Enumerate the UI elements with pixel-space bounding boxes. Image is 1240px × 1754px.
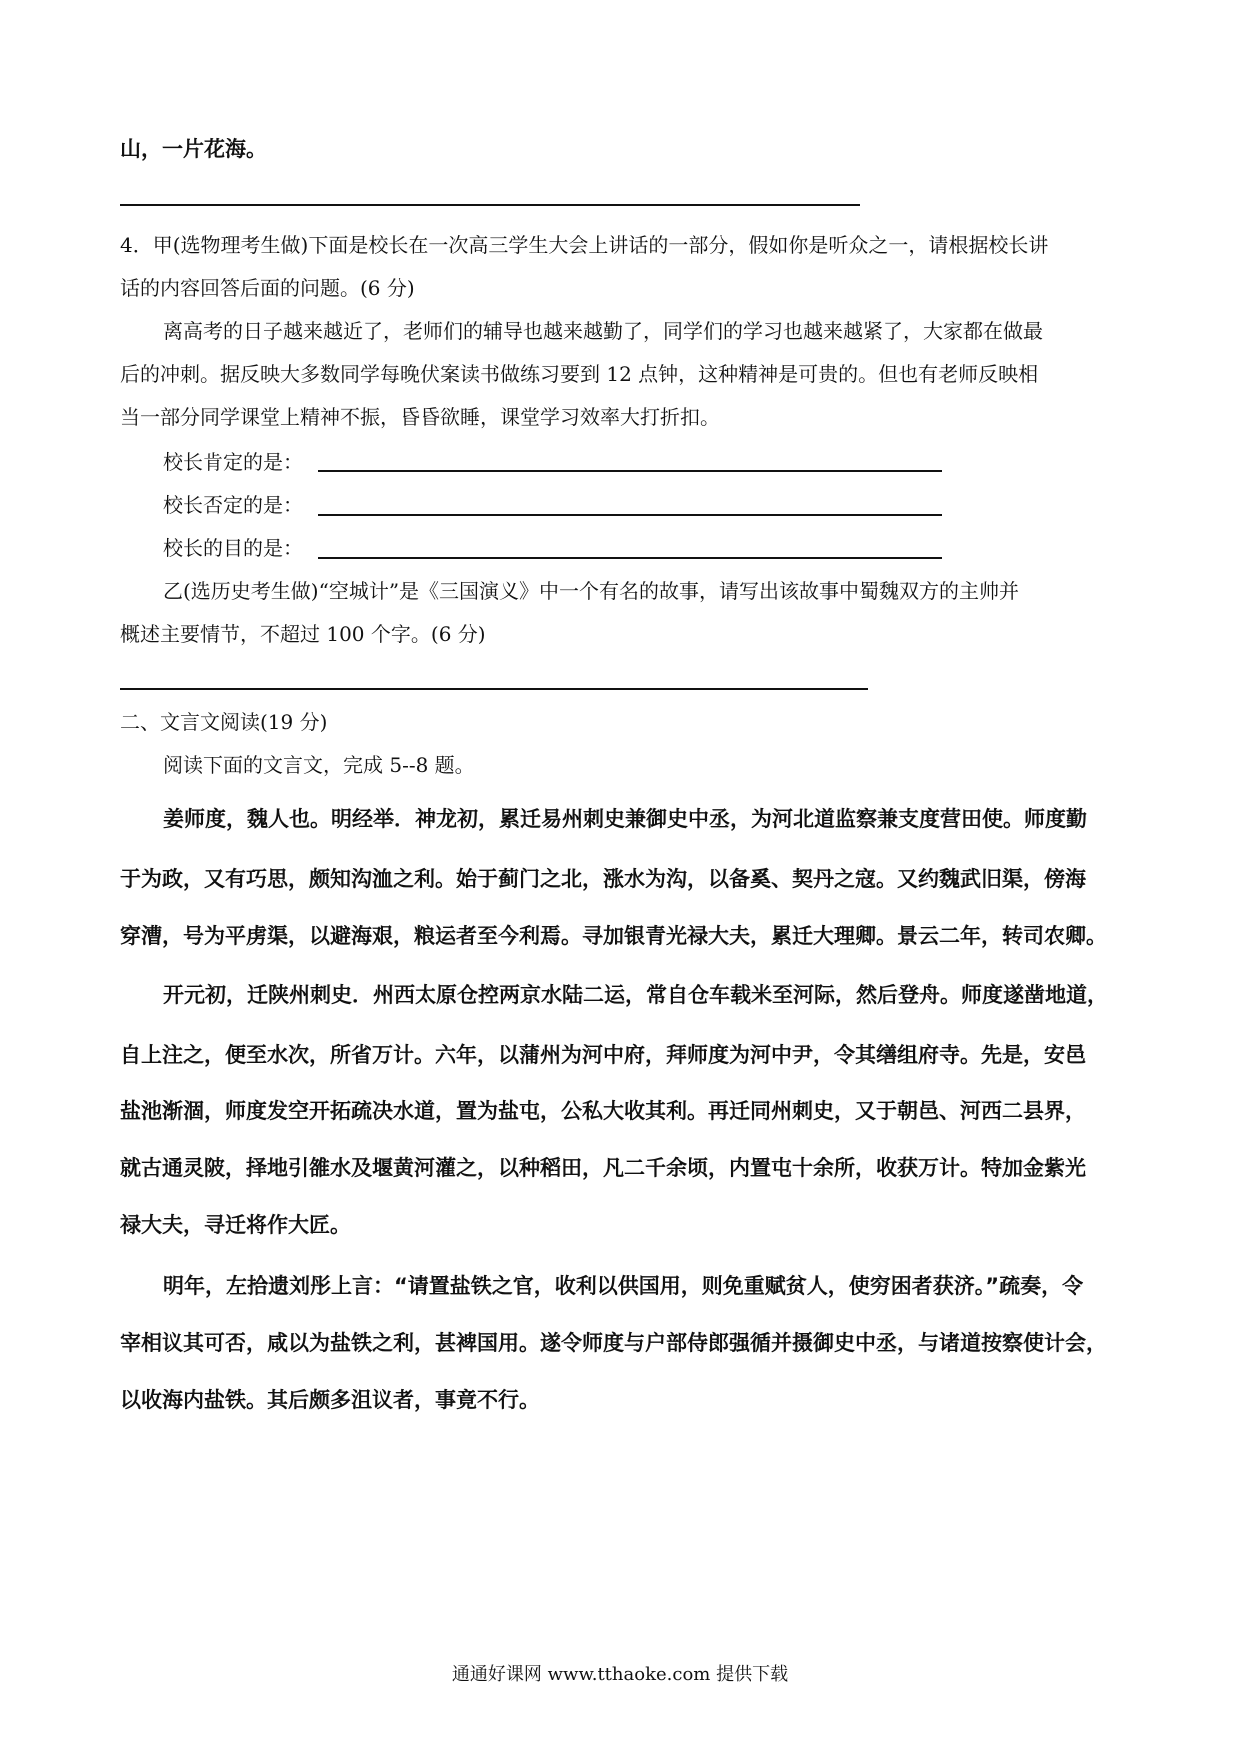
passage-line: 宰相议其可否，咸以为盐铁之利，甚裨国用。遂令师度与户部侍郎强循并摄御史中丞，与诸道按察使计会，: [120, 1331, 1107, 1355]
q4-yi-prompt-line1: 乙(选历史考生做)“空城计”是《三国演义》中一个有名的故事，请写出该故事中蜀魏双方的主帅并: [163, 579, 1020, 603]
speech-text-line1: 离高考的日子越来越近了，老师们的辅导也越来越勤了，同学们的学习也越来越紧了，大家都在做最: [163, 319, 1043, 343]
speech-text-line3: 当一部分同学课堂上精神不振，昏昏欲睡，课堂学习效率大打折扣。: [120, 405, 720, 429]
answer-blank-line: [120, 688, 868, 690]
answer-blank-negated: [318, 514, 942, 516]
passage-line: 明年，左拾遗刘彤上言：“请置盐铁之官，收利以供国用，则免重赋贫人，使穷困者获济。”疏奏，令: [163, 1274, 1084, 1298]
answer-blank-line: [120, 204, 860, 206]
q3-answer-tail: 山，一片花海。: [120, 137, 267, 161]
field-label-affirmed: 校长肯定的是：: [163, 450, 303, 474]
page-footer: 通通好课网 www.tthaoke.com 提供下载: [451, 1664, 789, 1685]
passage-line: 自上注之，便至水次，所省万计。六年，以蒲州为河中府，拜师度为河中尹，令其缮组府寺。先是，安邑: [120, 1043, 1086, 1067]
q4-jia-prompt-line1: 4．甲(选物理考生做)下面是校长在一次高三学生大会上讲话的一部分，假如你是听众之一，请根据校长讲: [120, 233, 1049, 257]
speech-text-line2: 后的冲刺。据反映大多数同学每晚伏案读书做练习要到 12 点钟，这种精神是可贵的。但也有老师反映相: [120, 362, 1039, 386]
passage-line: 于为政，又有巧思，颇知沟洫之利。始于蓟门之北，涨水为沟，以备奚、契丹之寇。又约魏武旧渠，傍海: [120, 867, 1086, 891]
passage-line: 姜师度，魏人也。明经举．神龙初，累迁易州刺史兼御史中丞，为河北道监察兼支度营田使。师度勤: [163, 807, 1087, 831]
field-label-purpose: 校长的目的是：: [163, 536, 303, 560]
section-heading: 二、文言文阅读(19 分): [120, 710, 328, 734]
passage-line: 以收海内盐铁。其后颇多沮议者，事竟不行。: [120, 1388, 540, 1412]
q4-yi-prompt-line2: 概述主要情节，不超过 100 个字。(6 分): [120, 622, 486, 646]
passage-line: 开元初，迁陕州刺史．州西太原仓控两京水陆二运，常自仓车载米至河际，然后登舟。师度遂凿地道，: [163, 983, 1108, 1007]
section-instruction: 阅读下面的文言文，完成 5--8 题。: [163, 753, 475, 777]
passage-line: 禄大夫，寻迁将作大匠。: [120, 1213, 351, 1237]
answer-blank-purpose: [318, 557, 942, 559]
passage-line: 就古通灵陂，择地引雒水及堰黄河灌之，以种稻田，凡二千余顷，内置屯十余所，收获万计。特加金紫光: [120, 1156, 1086, 1180]
answer-blank-affirmed: [318, 470, 942, 472]
passage-line: 盐池渐涸，师度发空开拓疏决水道，置为盐屯，公私大收其利。再迁同州刺史，又于朝邑、河西二县界，: [120, 1099, 1086, 1123]
q4-jia-prompt-line2: 话的内容回答后面的问题。(6 分): [120, 276, 415, 300]
field-label-negated: 校长否定的是：: [163, 493, 303, 517]
passage-line: 穿漕，号为平虏渠，以避海艰，粮运者至今利焉。寻加银青光禄大夫，累迁大理卿。景云二年，转司农卿。: [120, 924, 1107, 948]
